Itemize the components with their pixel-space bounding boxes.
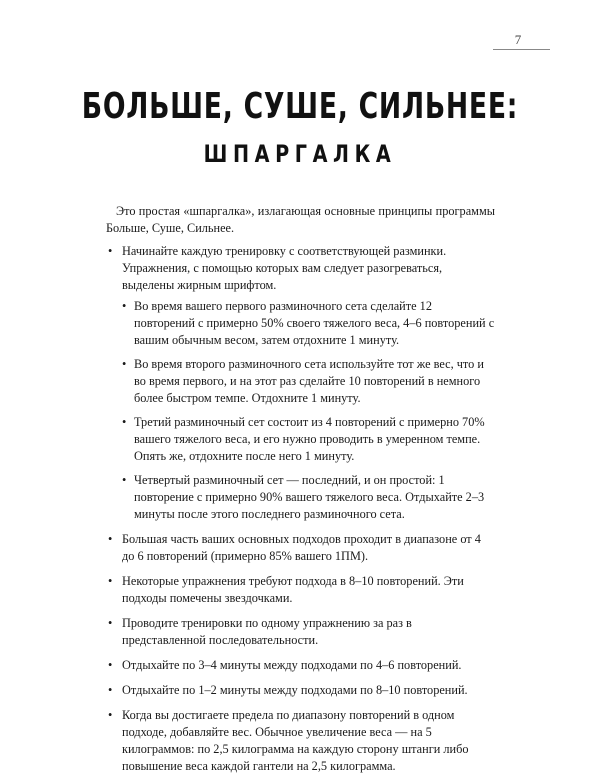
list-item-text: • Некоторые упражнения требуют подхода в 8–10 повторений. Эти подходы помечены звездочками. (122, 574, 464, 605)
cheat-sheet-body (106, 203, 495, 783)
list-item-text: • Проводите тренировки по одному упражнению за раз в представленной последовательности. (122, 616, 412, 647)
list-item-text: • Отдыхайте по 3–4 минуты между подходами по 4–6 повторений. (122, 658, 462, 672)
list-item-text: • Начинайте каждую тренировку с соответствующей разминки. Упражнения, с помощью которых вам следует разогреваться, выделены жирным шрифтом. (122, 244, 447, 292)
list-item (106, 615, 495, 649)
principles-list (106, 243, 495, 775)
list-item (106, 573, 495, 607)
list-item (106, 707, 495, 775)
sublist-item: • Во время вашего первого разминочного сета сделайте 12 повторений с примерно 50% своего тяжелого веса, 4–6 повторений с вашим обычным весом, затем отдохните 1 минуту. (122, 298, 495, 349)
page-subtitle: ШПАРГАЛКА (203, 140, 397, 168)
sublist-item: • Третий разминочный сет состоит из 4 повторений с примерно 70% вашего тяжелого веса, и его нужно проводить в умеренном темпе. Опять же, отдохните после него 1 минуту. (122, 414, 495, 465)
list-item-text: • Когда вы достигаете предела по диапазону повторений в одном подходе, добавляйте вес. Обычное увеличение веса — на 5 килограммов: по 2,5 килограмма на каждую сторону штанги либо повышение веса каждой гантели на 2,5 килограмма. (122, 708, 469, 773)
list-item (106, 243, 495, 523)
list-item (106, 657, 495, 674)
list-item (106, 682, 495, 699)
page-title: БОЛЬШЕ, СУШЕ, СИЛЬНЕЕ: (81, 86, 519, 127)
page-number: 7 (514, 32, 522, 47)
list-item-text: • Большая часть ваших основных подходов проходит в диапазоне от 4 до 6 повторений (примерно 85% вашего 1ПМ). (122, 532, 481, 563)
list-item-text: • Отдыхайте по 1–2 минуты между подходами по 8–10 повторений. (122, 683, 468, 697)
sublist-item: • Четвертый разминочный сет — последний, и он простой: 1 повторение с примерно 90% вашего тяжелого веса. Отдыхайте 2–3 минуты после этого последнего разминочного сета. (122, 472, 495, 523)
page-number-rule (493, 49, 550, 50)
warmup-sublist (122, 298, 495, 523)
sublist-item: • Во время второго разминочного сета используйте тот же вес, что и во время первого, и на этот раз сделайте 10 повторений в немного более быстром темпе. Отдохните 1 минуту. (122, 356, 495, 407)
list-item (106, 531, 495, 565)
intro-paragraph: Это простая «шпаргалка», излагающая основные принципы программы Больше, Суше, Сильнее. (106, 204, 495, 235)
